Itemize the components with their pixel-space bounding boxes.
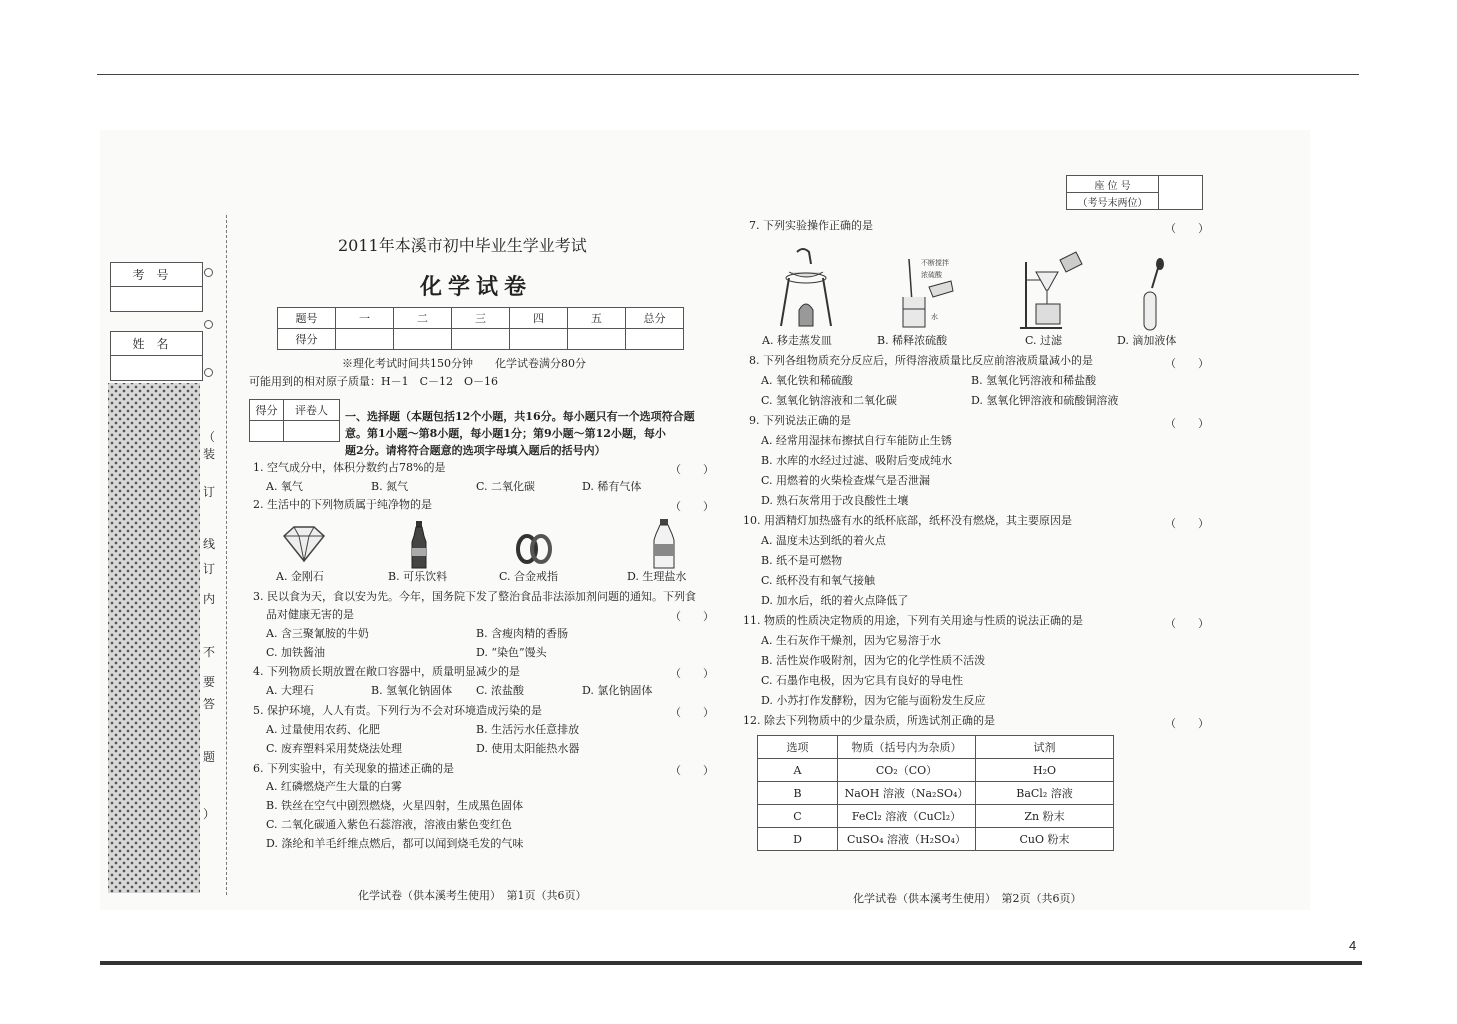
diamond-icon	[279, 524, 329, 564]
q6-option-a: A. 红磷燃烧产生大量的白雾	[266, 780, 402, 793]
q2-option-a: A. 金刚石	[276, 570, 324, 583]
q6-option-c: C. 二氧化碳通入紫色石蕊溶液，溶液由紫色变红色	[266, 818, 513, 831]
ring-icon	[513, 533, 555, 565]
q9-stem: 9. 下列说法正确的是	[749, 414, 851, 427]
q11-option-a: A. 生石灰作干燥剂，因为它易溶于水	[761, 634, 941, 647]
score-header-cell: 五	[568, 308, 626, 329]
table-row	[758, 759, 1114, 782]
q8-option-b: B. 氢氧化钙溶液和稀盐酸	[971, 374, 1097, 387]
q10-option-a: A. 温度未达到纸的着火点	[761, 534, 886, 547]
binding-char: 订	[203, 485, 216, 499]
binding-hole-icon	[204, 268, 213, 277]
bottom-rule	[100, 961, 1362, 965]
section-1-instructions	[345, 408, 713, 459]
q2-option-d: D. 生理盐水	[627, 570, 687, 583]
q11-option-c: C. 石墨作电极，因为它具有良好的导电性	[761, 674, 964, 687]
seat-number-box	[1066, 175, 1203, 210]
dilute-acid-icon	[893, 257, 957, 331]
q7-answer-blank[interactable]: （ ）	[1165, 222, 1209, 235]
score-header-cell: 二	[394, 308, 452, 329]
table-row	[758, 828, 1114, 851]
score-table	[277, 307, 684, 350]
grader-name-cell[interactable]	[284, 421, 340, 442]
grader-name-label: 评卷人	[284, 400, 340, 421]
q8-option-a: A. 氧化铁和稀硫酸	[761, 374, 853, 387]
binding-dashed-line	[226, 215, 227, 895]
binding-hatch-strip	[108, 383, 200, 893]
score-cell[interactable]	[626, 329, 684, 350]
q11-option-b: B. 活性炭作吸附剂，因为它的化学性质不活泼	[761, 654, 986, 667]
table-cell: CO₂（CO）	[838, 759, 976, 782]
table-cell: Zn 粉末	[976, 805, 1114, 828]
q5-answer-blank[interactable]: （ ）	[670, 706, 714, 719]
q8-answer-blank[interactable]: （ ）	[1165, 357, 1209, 370]
binding-char: 要	[203, 675, 216, 689]
name-field[interactable]	[111, 356, 202, 380]
instruction-line: 一、选择题（本题包括12个小题，共16分。每小题只有一个选项符合题	[345, 410, 695, 423]
seat-label: 座 位 号	[1067, 176, 1159, 193]
binding-char: 答	[203, 697, 216, 711]
seat-sublabel: （考号末两位）	[1067, 193, 1159, 210]
q11-stem: 11. 物质的性质决定物质的用途，下列有关用途与性质的说法正确的是	[743, 614, 1083, 627]
q8-option-c: C. 氢氧化钠溶液和二氧化碳	[761, 394, 898, 407]
q4-option-b: B. 氢氧化钠固体	[371, 684, 453, 697]
table-cell: NaOH 溶液（Na₂SO₄）	[838, 782, 976, 805]
dropper-icon	[1140, 258, 1166, 332]
exam-number-box[interactable]	[110, 262, 203, 312]
icon-label-water: 水	[931, 313, 938, 321]
q2-answer-blank[interactable]: （ ）	[670, 500, 714, 513]
q3-option-a: A. 含三聚氰胺的牛奶	[266, 627, 369, 640]
q11-answer-blank[interactable]: （ ）	[1165, 617, 1209, 630]
binding-hole-icon	[204, 368, 213, 377]
q9-option-a: A. 经常用湿抹布擦拭自行车能防止生锈	[761, 434, 952, 447]
table-header: 选项	[758, 736, 838, 759]
q6-answer-blank[interactable]: （ ）	[670, 764, 714, 777]
q1-answer-blank[interactable]: （ ）	[670, 463, 714, 476]
instruction-line: 意。第1小题～第8小题，每小题1分；第9小题～第12小题，每小	[345, 427, 666, 440]
q3-answer-blank[interactable]: （ ）	[670, 610, 714, 623]
filtration-icon	[1018, 250, 1086, 332]
q4-stem: 4. 下列物质长期放置在敞口容器中，质量明显减少的是	[253, 665, 520, 678]
binding-char: 装	[203, 447, 216, 461]
q2-stem: 2. 生活中的下列物质属于纯净物的是	[253, 498, 432, 511]
q10-answer-blank[interactable]: （ ）	[1165, 517, 1209, 530]
table-cell: FeCl₂ 溶液（CuCl₂）	[838, 805, 976, 828]
score-cell[interactable]	[336, 329, 394, 350]
grader-score-label: 得分	[250, 400, 284, 421]
binding-char: 订	[203, 562, 216, 576]
q2-option-b: B. 可乐饮料	[388, 570, 448, 583]
icon-label-acid: 浓硫酸	[921, 271, 942, 279]
binding-char: 不	[203, 645, 216, 659]
score-cell[interactable]	[394, 329, 452, 350]
footer-page-1: 化学试卷（供本溪考生使用） 第1页（共6页）	[358, 889, 587, 902]
score-header-cell: 一	[336, 308, 394, 329]
score-cell[interactable]	[510, 329, 568, 350]
name-label: 姓名	[111, 332, 202, 356]
saline-bottle-icon	[651, 518, 677, 570]
q6-option-b: B. 铁丝在空气中剧烈燃烧，火星四射，生成黑色固体	[266, 799, 524, 812]
q10-option-b: B. 纸不是可燃物	[761, 554, 843, 567]
q4-option-d: D. 氯化钠固体	[582, 684, 653, 697]
top-rule	[97, 74, 1359, 75]
q5-option-c: C. 废弃塑料采用焚烧法处理	[266, 742, 403, 755]
q4-option-c: C. 浓盐酸	[476, 684, 525, 697]
q1-option-d: D. 稀有气体	[582, 480, 642, 493]
q10-option-c: C. 纸杯没有和氧气接触	[761, 574, 876, 587]
page-number: 4	[1349, 938, 1357, 953]
q7-stem: 7. 下列实验操作正确的是	[749, 219, 873, 232]
score-header-cell: 总分	[626, 308, 684, 329]
table-row	[758, 805, 1114, 828]
table-cell: B	[758, 782, 838, 805]
q8-option-d: D. 氢氧化钾溶液和硫酸铜溶液	[971, 394, 1119, 407]
table-cell: H₂O	[976, 759, 1114, 782]
q7-option-b: B. 稀释浓硫酸	[877, 334, 948, 347]
table-header: 试剂	[976, 736, 1114, 759]
atomic-masses: 可能用到的相对原子质量：H－1 C－12 O－16	[249, 375, 499, 388]
q3-stem-cont: 品对健康无害的是	[266, 608, 354, 621]
table-cell: C	[758, 805, 838, 828]
q1-option-a: A. 氧气	[266, 480, 303, 493]
icon-label-stir: 不断搅拌	[921, 259, 949, 267]
table-cell: BaCl₂ 溶液	[976, 782, 1114, 805]
score-cell[interactable]	[452, 329, 510, 350]
q2-option-c: C. 合金戒指	[499, 570, 559, 583]
q5-option-b: B. 生活污水任意排放	[476, 723, 580, 736]
q11-option-d: D. 小苏打作发酵粉，因为它能与面粉发生反应	[761, 694, 986, 707]
table-cell: A	[758, 759, 838, 782]
q3-stem: 3. 民以食为天，食以安为先。今年，国务院下发了整治食品非法添加剂问题的通知。下列食	[253, 590, 696, 603]
cola-bottle-icon	[408, 520, 430, 570]
binding-hole-icon	[204, 320, 213, 329]
q1-option-b: B. 氮气	[371, 480, 409, 493]
seat-number-field[interactable]	[1159, 176, 1203, 210]
q6-stem: 6. 下列实验中，有关现象的描述正确的是	[253, 762, 454, 775]
score-cell[interactable]	[568, 329, 626, 350]
exam-number-label: 考号	[111, 263, 202, 287]
q12-stem: 12. 除去下列物质中的少量杂质，所选试剂正确的是	[743, 714, 995, 727]
q7-option-c: C. 过滤	[1025, 334, 1063, 347]
q5-option-d: D. 使用太阳能热水器	[476, 742, 580, 755]
q3-option-d: D. “染色”馒头	[476, 646, 547, 659]
table-cell: CuO 粉末	[976, 828, 1114, 851]
score-header-cell: 四	[510, 308, 568, 329]
q12-table	[757, 735, 1114, 851]
q1-option-c: C. 二氧化碳	[476, 480, 536, 493]
exam-subtitle: 化学试卷	[420, 274, 533, 300]
q9-option-b: B. 水库的水经过过滤、吸附后变成纯水	[761, 454, 953, 467]
table-cell: D	[758, 828, 838, 851]
binding-char: ）	[203, 807, 216, 821]
q5-stem: 5. 保护环境，人人有责。下列行为不会对环境造成污染的是	[253, 704, 542, 717]
binding-char: 线	[203, 537, 216, 551]
score-header-cell: 三	[452, 308, 510, 329]
q7-option-a: A. 移走蒸发皿	[762, 334, 832, 347]
evaporating-dish-icon	[775, 246, 837, 332]
grader-table	[249, 399, 340, 442]
table-row	[758, 782, 1114, 805]
q6-option-d: D. 涤纶和羊毛纤维点燃后，都可以闻到烧毛发的气味	[266, 837, 524, 850]
exam-info: ※理化考试时间共150分钟 化学试卷满分80分	[342, 357, 586, 370]
score-row-label: 得分	[278, 329, 336, 350]
q8-stem: 8. 下列各组物质充分反应后，所得溶液质量比反应前溶液质量减小的是	[749, 354, 1093, 367]
name-box[interactable]	[110, 331, 203, 381]
q12-answer-blank[interactable]: （ ）	[1165, 717, 1209, 730]
q10-option-d: D. 加水后，纸的着火点降低了	[761, 594, 909, 607]
grader-score-cell[interactable]	[250, 421, 284, 442]
q9-answer-blank[interactable]: （ ）	[1165, 417, 1209, 430]
table-header: 物质（括号内为杂质）	[838, 736, 976, 759]
footer-page-2: 化学试卷（供本溪考生使用） 第2页（共6页）	[853, 892, 1082, 905]
exam-number-field[interactable]	[111, 287, 202, 311]
q4-option-a: A. 大理石	[266, 684, 314, 697]
binding-char: （	[203, 430, 216, 444]
table-cell: CuSO₄ 溶液（H₂SO₄）	[838, 828, 976, 851]
q10-stem: 10. 用酒精灯加热盛有水的纸杯底部，纸杯没有燃烧，其主要原因是	[743, 514, 1072, 527]
binding-char: 内	[203, 592, 216, 606]
q1-stem: 1. 空气成分中，体积分数约占78%的是	[253, 461, 446, 474]
q9-option-c: C. 用燃着的火柴检查煤气是否泄漏	[761, 474, 931, 487]
q3-option-c: C. 加铁酱油	[266, 646, 326, 659]
q3-option-b: B. 含瘦肉精的香肠	[476, 627, 569, 640]
q4-answer-blank[interactable]: （ ）	[670, 667, 714, 680]
q7-option-d: D. 滴加液体	[1117, 334, 1177, 347]
q9-option-d: D. 熟石灰常用于改良酸性土壤	[761, 494, 909, 507]
score-header-cell: 题号	[278, 308, 336, 329]
instruction-line: 题2分。请将符合题意的选项字母填入题后的括号内）	[345, 444, 606, 457]
binding-char: 题	[203, 750, 216, 764]
q5-option-a: A. 过量使用农药、化肥	[266, 723, 380, 736]
exam-title: 2011年本溪市初中毕业生学业考试	[338, 236, 587, 255]
